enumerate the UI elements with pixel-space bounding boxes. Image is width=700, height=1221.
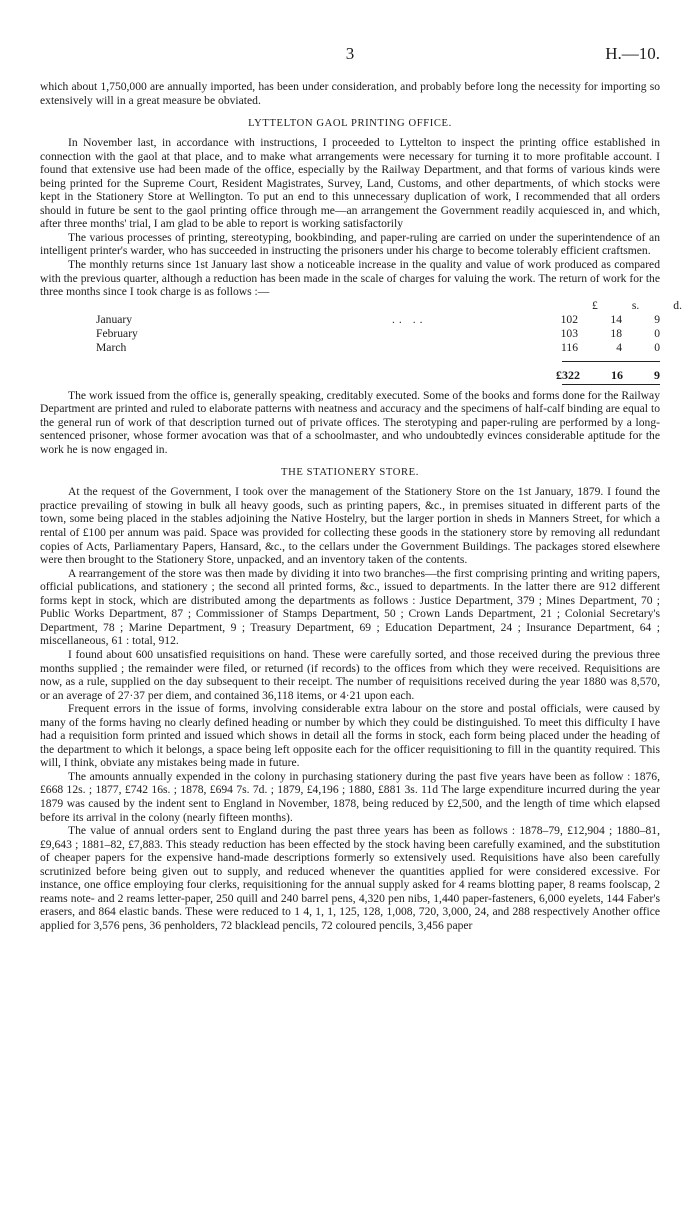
paragraph: I found about 600 unsatisfied requisitions on hand. These were carefully sorted, and those received during the previous three months supplied ; the remainder were filed, or returned (if records) to the offices from which they were received. Requisitions are now, as a rule, supplied on the day subsequent to their receipt. The number of requisitions received during the year 1880 was 8,570, or an average of 27·37 per diem, and contained 36,118 items, or 4·21 upon each. (40, 647, 660, 702)
paragraph: A rearrangement of the store was then made by dividing it into two branches—the first comprising printing and writing papers, official publications, and stationery ; the second all printed forms, &c., issued to departments. In the latter there are 912 different forms kept in stock, which are distributed among the departments as follows : Justice Department, 379 ; Mines Department, 70 ; Public Works Department, 87 ; Commissioner of Stamps Department, 50 ; Crown Lands Department, 21 ; Colonial Secretary's Department, 78 ; Marine Department, 9 ; Treasury Department, 69 ; Education Department, 24 ; Insurance Department, 64 ; miscellaneous, 61 : total, 912. (40, 566, 660, 648)
paragraph: Frequent errors in the issue of forms, involving considerable extra labour on the store and postal officials, were caused by many of the forms having no clearly defined heading or number by which they could be distinguished. To meet this difficulty I have had a requisition form printed and issued which shows in detail all the forms in stock, each form being placed under the heading of the department to which it belongs, a space being left opposite each for the officer requisitioning to fill in the quantity required. This will, I think, obviate any mistakes being made in future. (40, 702, 660, 770)
col-pence: d. (673, 298, 682, 312)
total-shillings: 16 (611, 367, 623, 382)
paragraph: The amounts annually expended in the colony in purchasing stationery during the past five years have been as follow : 1876, £668 12s. ; 1877, £742 16s. ; 1878, £694 7s. 7d. ; 1879, £4,196 ; 1880, £881 3s. 11d The large expenditure incurred during the year 1879 was caused by the indent sent to England in November, 1878, being reduced by £2,500, and the length of time which elapsed before its arrival in the colony (nearly fifteen months). (40, 769, 660, 824)
row-month: March (96, 340, 127, 354)
row-pounds: 103 (560, 326, 578, 340)
paragraph: In November last, in accordance with instructions, I proceeded to Lyttelton to inspect the printing office established in connection with the gaol at that place, and to make what arrangements were necessary for turning it to more profitable account. I found that extensive use had been made of the office, especially by the Railway Department, and that forms of various kinds were being printed for the Supreme Court, Resident Magistrates, Survey, Land, Customs, and other departments, of which stocks were kept in the Stationery Store at Wellington. To put an end to this unnecessary duplication of work, I recommended that all orders should in future be sent to the gaol printing office through me—an arrangement the Government readily acquiesced in, and which, after three months' trial, I am glad to be able to report is working satisfactorily (40, 136, 660, 231)
row-pounds: 102 (560, 312, 578, 326)
returns-row (96, 327, 660, 341)
row-month: January (96, 312, 133, 326)
total-rule-top (562, 361, 660, 362)
document-reference: H.—10. (605, 44, 660, 63)
section-heading-stationery: THE STATIONERY STORE. (281, 467, 419, 479)
continuation-paragraph: which about 1,750,000 are annually imported, has been under consideration, and probably before long the necessity for importing so extensively will in a great measure be obviated. (40, 80, 660, 107)
section-heading-gaol: LYTTELTON GAOL PRINTING OFFICE. (248, 118, 452, 130)
returns-row (96, 313, 660, 327)
returns-header (592, 299, 682, 313)
total-rule-bottom (562, 384, 660, 385)
total-pounds: £322 (556, 367, 580, 382)
paragraph: The monthly returns since 1st January last show a noticeable increase in the quality and value of work produced as compared with the previous quarter, although a reduction has been made in the scale of charges for valuing the work. The return of work for the three months since I took charge is as follows :— (40, 258, 660, 299)
row-shillings: 4 (616, 340, 622, 354)
paragraph: The various processes of printing, stereotyping, bookbinding, and paper-ruling are carried on under the superintendence of an intelligent printer's warder, who has succeeded in instructing the prisoners under his charge to become tolerably efficient craftsmen. (40, 230, 660, 258)
row-pence: 9 (654, 312, 660, 326)
returns-row (96, 341, 660, 355)
page-body (40, 80, 682, 932)
paragraph: The work issued from the office is, generally speaking, creditably executed. Some of the books and forms done for the Railway Department are printed and ruled to elaborate patterns with neatness and accuracy and the specimens of half-calf binding are equal to the general run of work of that description turned out of private offices. The sterotyping and paper-ruling are performed by a long-sentenced prisoner, whose former avocation was that of a schoolmaster, and who undoubtedly evinces considerable aptitude for the work he is now engaged in. (40, 388, 660, 456)
row-pence: 0 (654, 340, 660, 354)
row-pounds: 116 (561, 340, 578, 354)
returns-table (96, 298, 682, 389)
paragraph: At the request of the Government, I took over the management of the Stationery Store on the 1st January, 1879. I found the practice prevailing of stowing in bulk all heavy goods, such as printing papers, &c., in premises situated in different parts of the town, some being placed in the stables adjoining the Native Hostelry, but the larger portion in sheds in Manners Street, for which a rental of £100 per annum was paid. Space was provided for collecting these goods in the stationery store by removing all redundant copies of Acts, Parliamentary Papers, Hansard, &c., to the cellars under the Government Buildings. The packages stored elsewhere were then brought to the Stationery Store, unpacked, and an inventory taken of the contents. (40, 485, 660, 567)
col-pounds: £ (592, 298, 598, 312)
page-number: 3 (345, 44, 355, 63)
row-shillings: 18 (610, 326, 622, 340)
paragraph: The value of annual orders sent to England during the past three years has been as follows : 1878–79, £12,904 ; 1880–81, £9,643 ; 1881–82, £7,883. This steady reduction has been effected by the stock having been carefully examined, and the substitution of cheaper papers for the expensive hand-made descriptions formerly so extensively used. Requisitions have also been carefully scrutinized before being given out to supply, and reduced whenever the quantities applied for were considered excessive. For instance, one office employing four clerks, requisitioning for the annual supply asked for 4 reams blotting paper, 8 reams foolscap, 2 reams note- and 2 reams letter-paper, 250 quill and 240 barrel pens, 4,320 pen nibs, 1,440 paper-fasteners, 6,000 eyelets, 144 Faber's erasers, and 864 elastic bands. These were reduced to 1 4, 1, 1, 125, 128, 1,008, 720, 3,000, 24, and 288 respectively Another office applied for 3,576 pens, 36 penholders, 72 blacklead pencils, 72 coloured pencils, 3,456 paper (40, 824, 660, 932)
row-dots: .. .. (392, 312, 427, 326)
total-pence: 9 (654, 367, 660, 382)
returns-total (542, 369, 660, 383)
row-month: February (96, 326, 138, 340)
row-pence: 0 (654, 326, 660, 340)
col-shillings: s. (631, 298, 640, 312)
row-shillings: 14 (610, 312, 622, 326)
